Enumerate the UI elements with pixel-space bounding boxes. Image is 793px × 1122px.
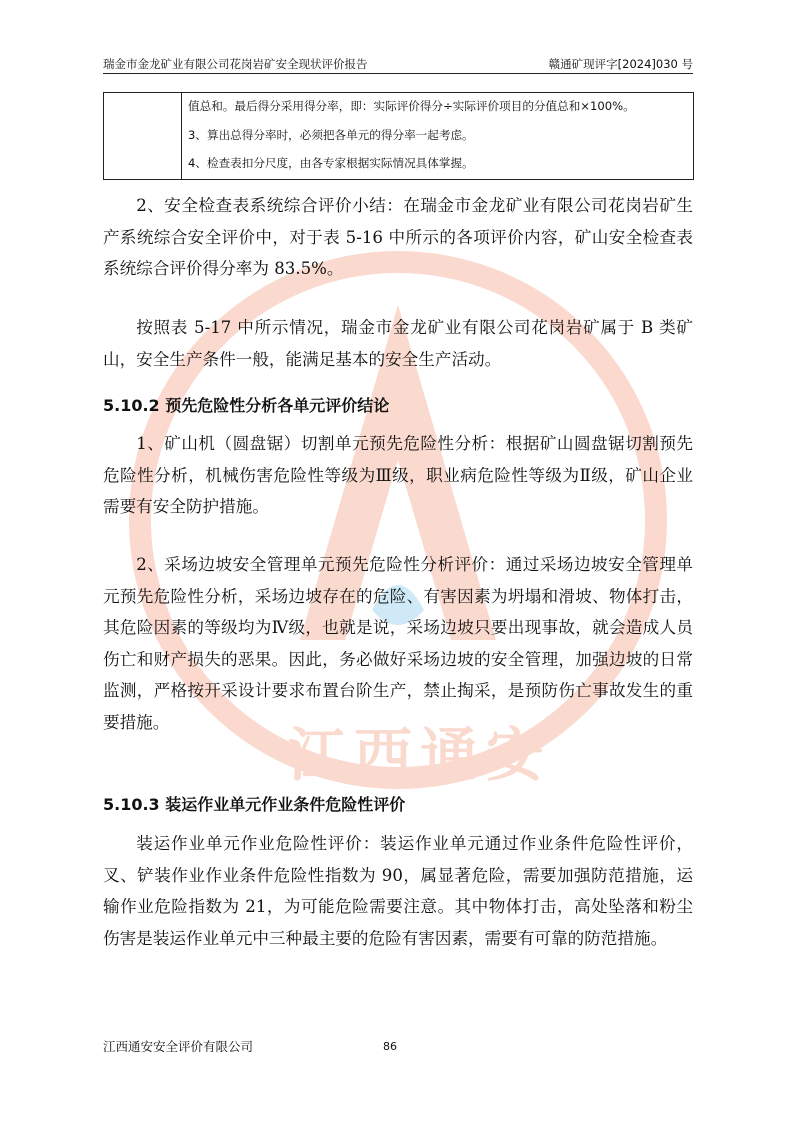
report-title: 瑞金市金龙矿业有限公司花岗岩矿安全现状评价报告 <box>103 57 368 71</box>
paragraph-mine-class: 按照表 5-17 中所示情况，瑞金市金龙矿业有限公司花岗岩矿属于 B 类矿山，安全生产条件一般，能满足基本的安全生产活动。 <box>103 318 693 369</box>
footer-company: 江西通安安全评价有限公司 <box>103 1039 254 1054</box>
section-heading-5-10-2: 5.10.2 预先危险性分析各单元评价结论 <box>103 396 390 415</box>
page-header <box>103 56 693 72</box>
seal-center-text: 江西通安 <box>287 721 553 789</box>
paragraph-slope-analysis: 2、采场边坡安全管理单元预先危险性分析评价：通过采场边坡安全管理单元预先危险性分析，采场边坡存在的危险、有害因素为坍塌和滑坡、物体打击，其危险因素的等级均为Ⅳ级，也就是说，采场边坡只要出现事故，就会造成人员伤亡和财产损失的恶果。因此，务必做好采场边坡的安全管理，加强边坡的日常监测，严格按开采设计要求布置台阶生产，禁止掏采，是预防伤亡事故发生的重要措施。 <box>103 555 693 732</box>
note-line: 3、算出总得分率时，必须把各单元的得分率一起考虑。 <box>188 127 474 142</box>
paragraph-loading-transport: 装运作业单元作业危险性评价：装运作业单元通过作业条件危险性评价，叉、铲装作业作业条件危险性指数为 90，属显著危险，需要加强防范措施，运输作业危险指数为 21，为可能危险需要注意。其中物体打击，高处坠落和粉尘伤害是装运作业单元中三种最主要的危险有害因素，需要有可靠的防范措施。 <box>103 834 693 948</box>
paragraph-checklist-summary: 2、安全检查表系统综合评价小结：在瑞金市金龙矿业有限公司花岗岩矿生产系统综合安全评价中，对于表 5-16 中所示的各项评价内容，矿山安全检查表系统综合评价得分率为 83.5%。 <box>103 196 693 278</box>
notes-table-label-cell <box>104 93 182 180</box>
document-number: 赣通矿现评字[2024]030 号 <box>548 57 693 71</box>
note-line: 值总和。最后得分采用得分率，即：实际评价得分÷实际评价项目的分值总和×100%。 <box>188 99 635 113</box>
page-number: 86 <box>383 1040 397 1053</box>
notes-table-content-cell <box>182 93 694 180</box>
header-divider <box>103 73 693 74</box>
paragraph-saw-cutting-analysis: 1、矿山机（圆盘锯）切割单元预先危险性分析：根据矿山圆盘锯切割预先危险性分析，机械伤害危险性等级为Ⅲ级，职业病危险性等级为Ⅱ级，矿山企业需要有安全防护措施。 <box>103 434 693 516</box>
section-heading-5-10-3: 5.10.3 装运作业单元作业条件危险性评价 <box>103 795 406 814</box>
notes-table <box>103 92 694 180</box>
note-line: 4、检查表扣分尺度，由各专家根据实际情况具体掌握。 <box>188 156 474 171</box>
